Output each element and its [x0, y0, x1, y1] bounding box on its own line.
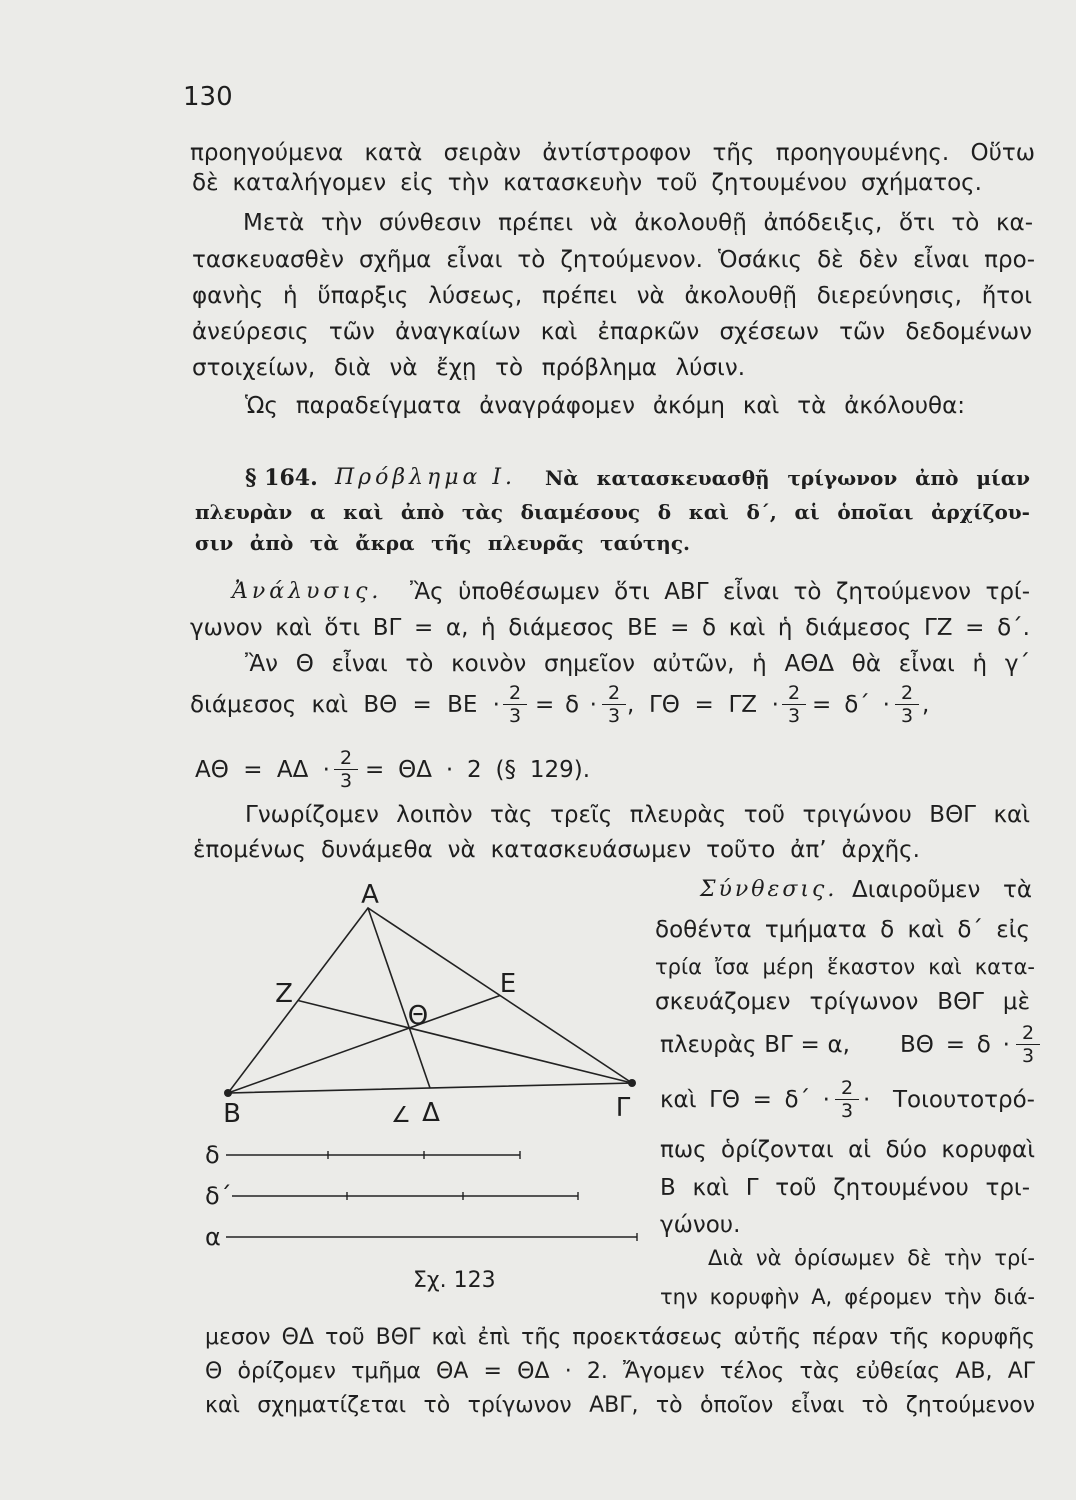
fraction-numerator: 2	[895, 682, 919, 705]
problem-line-1: Νὰ κατασκευασθῇ τρίγωνον ἀπὸ μίαν	[545, 466, 1030, 490]
vertex-label-b: Β	[223, 1099, 241, 1129]
median-gz	[298, 1001, 632, 1084]
synthesis-line-2: δοθέντα τμήματα δ καὶ δ΄ εἰς	[655, 917, 1030, 943]
synthesis-eq2-part1: καὶ ΓΘ = δ΄ ·	[660, 1087, 830, 1113]
synthesis-eq1-part1: πλευρὰς ΒΓ = α,	[660, 1032, 850, 1058]
synthesis-line-11: την κορυφὴν Α, φέρομεν τὴν διά-	[660, 1285, 1035, 1309]
segment-label-delta-prime: δ΄	[205, 1182, 232, 1210]
fraction-denominator: 3	[787, 705, 801, 727]
analysis-line-6: Γνωρίζομεν λοιπὸν τὰς τρεῖς πλευρὰς τοῦ τριγώνου ΒΘΓ καὶ	[245, 802, 1030, 828]
fraction-denominator: 3	[339, 770, 353, 792]
median-be	[228, 996, 500, 1094]
analysis-eq2-part1: ΑΘ = ΑΔ ·	[195, 757, 330, 783]
analysis-eq1-part1: διάμεσος καὶ ΒΘ = ΒΕ ·	[190, 692, 500, 718]
fraction-denominator: 3	[607, 705, 621, 727]
fraction-denominator: 3	[508, 705, 522, 727]
synthesis-eq2-part2: · Τοιουτοτρό-	[863, 1087, 1035, 1113]
analysis-line-7: ἑπομένως δυνάμεθα νὰ κατασκευάσωμεν τοῦτο ἀπ’ ἀρχῆς.	[193, 837, 920, 863]
analysis-line-1: Ἂς ὑποθέσωμεν ὅτι ΑΒΓ εἶναι τὸ ζητούμενον τρί-	[410, 579, 1030, 605]
segment-alpha	[226, 1233, 637, 1241]
synthesis-line-14: καὶ σχηματίζεται τὸ τρίγωνον ΑΒΓ, τὸ ὁποῖον εἶναι τὸ ζητούμενον	[205, 1393, 1035, 1418]
median-ad	[368, 908, 430, 1088]
point-label-theta: Θ	[407, 1001, 429, 1031]
fraction-numerator: 2	[334, 747, 358, 770]
analysis-line-3: Ἂν Θ εἶναι τὸ κοινὸν σημεῖον αὐτῶν, ἡ ΑΘΔ θὰ εἶναι ἡ γ΄	[245, 651, 1030, 677]
analysis-eq1-part4: = δ΄ ·	[812, 692, 890, 718]
fraction-denominator: 3	[840, 1100, 854, 1122]
synthesis-line-7: πως ὁρίζονται αἱ δύο κορυφαὶ	[660, 1137, 1035, 1163]
intro-line-6: ἀνεύρεσις τῶν ἀναγκαίων καὶ ἐπαρκῶν σχέσεων τῶν δεδομένων	[192, 319, 1032, 345]
segment-delta-prime	[232, 1192, 578, 1200]
vertex-label-g: Γ	[615, 1093, 631, 1123]
fraction-denominator: 3	[900, 705, 914, 727]
intro-line-7: στοιχείων, διὰ νὰ ἔχῃ τὸ πρόβλημα λύσιν.	[192, 355, 745, 381]
segment-label-alpha: α	[205, 1223, 221, 1251]
vertex-label-a: Α	[361, 880, 379, 910]
synthesis-line-10: Διὰ νὰ ὁρίσωμεν δὲ τὴν τρί-	[708, 1246, 1035, 1270]
analysis-line-2: γωνον καὶ ὅτι ΒΓ = α, ἡ διάμεσος ΒΕ = δ καὶ ἡ διάμεσος ΓΖ = δ΄.	[190, 615, 1030, 641]
vertex-g-dot	[628, 1079, 636, 1087]
segment-delta	[226, 1151, 520, 1159]
intro-line-8: Ὡς παραδείγματα ἀναγράφομεν ἀκόμη καὶ τὰ ἀκόλουθα:	[245, 393, 965, 419]
segment-label-delta: δ	[205, 1141, 220, 1169]
synthesis-line-3: τρία ἴσα μέρη ἕκαστον καὶ κατα-	[655, 955, 1035, 979]
synthesis-line-12: μεσον ΘΔ τοῦ ΒΘΓ καὶ ἐπὶ τῆς προεκτάσεως αὐτῆς πέραν τῆς κορυφῆς	[205, 1325, 1035, 1350]
fraction-numerator: 2	[782, 682, 806, 705]
fraction-numerator: 2	[835, 1077, 859, 1100]
fraction-numerator: 2	[1016, 1022, 1040, 1045]
analysis-eq1-part5: ,	[922, 692, 930, 718]
analysis-eq1-part2: = δ ·	[535, 692, 597, 718]
fraction-denominator: 3	[1021, 1045, 1035, 1067]
angle-mark: ∠	[391, 1103, 411, 1128]
synthesis-line-4: σκευάζομεν τρίγωνον ΒΘΓ μὲ	[655, 989, 1030, 1015]
point-label-d: Δ	[422, 1098, 440, 1128]
problem-line-2: πλευρὰν α καὶ ἀπὸ τὰς διαμέσους δ καὶ δ΄, αἱ ὁποῖαι ἀρχίζου-	[195, 500, 1030, 524]
intro-line-4: τασκευασθὲν σχῆμα εἶναι τὸ ζητούμενον. Ὁσάκις δὲ δὲν εἶναι προ-	[192, 247, 1035, 273]
fraction-numerator: 2	[602, 682, 626, 705]
vertex-b-dot	[224, 1089, 232, 1097]
figure-caption: Σχ. 123	[413, 1268, 496, 1293]
analysis-label: Ἀνάλυσις.	[232, 579, 383, 604]
intro-line-5: φανὴς ἡ ὕπαρξις λύσεως, πρέπει νὰ ἀκολουθῇ διερεύνησις, ἤτοι	[192, 283, 1032, 309]
synthesis-line-8: Β καὶ Γ τοῦ ζητουμένου τρι-	[660, 1175, 1030, 1201]
synthesis-line-1: Διαιροῦμεν τὰ	[852, 877, 1032, 903]
synthesis-label: Σύνθεσις.	[700, 877, 838, 902]
fraction-numerator: 2	[503, 682, 527, 705]
page-number: 130	[183, 82, 233, 112]
analysis-eq1-part3: , ΓΘ = ΓΖ ·	[627, 692, 779, 718]
intro-line-3: Μετὰ τὴν σύνθεσιν πρέπει νὰ ἀκολουθῇ ἀπόδειξις, ὅτι τὸ κα-	[243, 210, 1033, 236]
intro-line-2: δὲ καταλήγομεν εἰς τὴν κατασκευὴν τοῦ ζητουμένου σχήματος.	[192, 170, 982, 196]
problem-label: Πρόβλημα Ι.	[335, 465, 517, 490]
problem-number: § 164.	[245, 465, 318, 491]
point-label-e: Ε	[499, 969, 517, 999]
point-label-z: Ζ	[275, 979, 293, 1009]
synthesis-line-13: Θ ὁρίζομεν τμῆμα ΘΑ = ΘΔ · 2. Ἄγομεν τέλος τὰς εὐθείας ΑΒ, ΑΓ	[205, 1359, 1035, 1384]
synthesis-line-9: γώνου.	[660, 1212, 741, 1238]
problem-line-3: σιν ἀπὸ τὰ ἄκρα τῆς πλευρᾶς ταύτης.	[195, 531, 690, 555]
synthesis-eq1-part2: ΒΘ = δ ·	[900, 1032, 1010, 1058]
analysis-eq2-part2: = ΘΔ · 2 (§ 129).	[365, 757, 590, 783]
intro-line-1: προηγούμενα κατὰ σειρὰν ἀντίστροφον τῆς προηγουμένης. Οὕτω	[190, 140, 1035, 166]
